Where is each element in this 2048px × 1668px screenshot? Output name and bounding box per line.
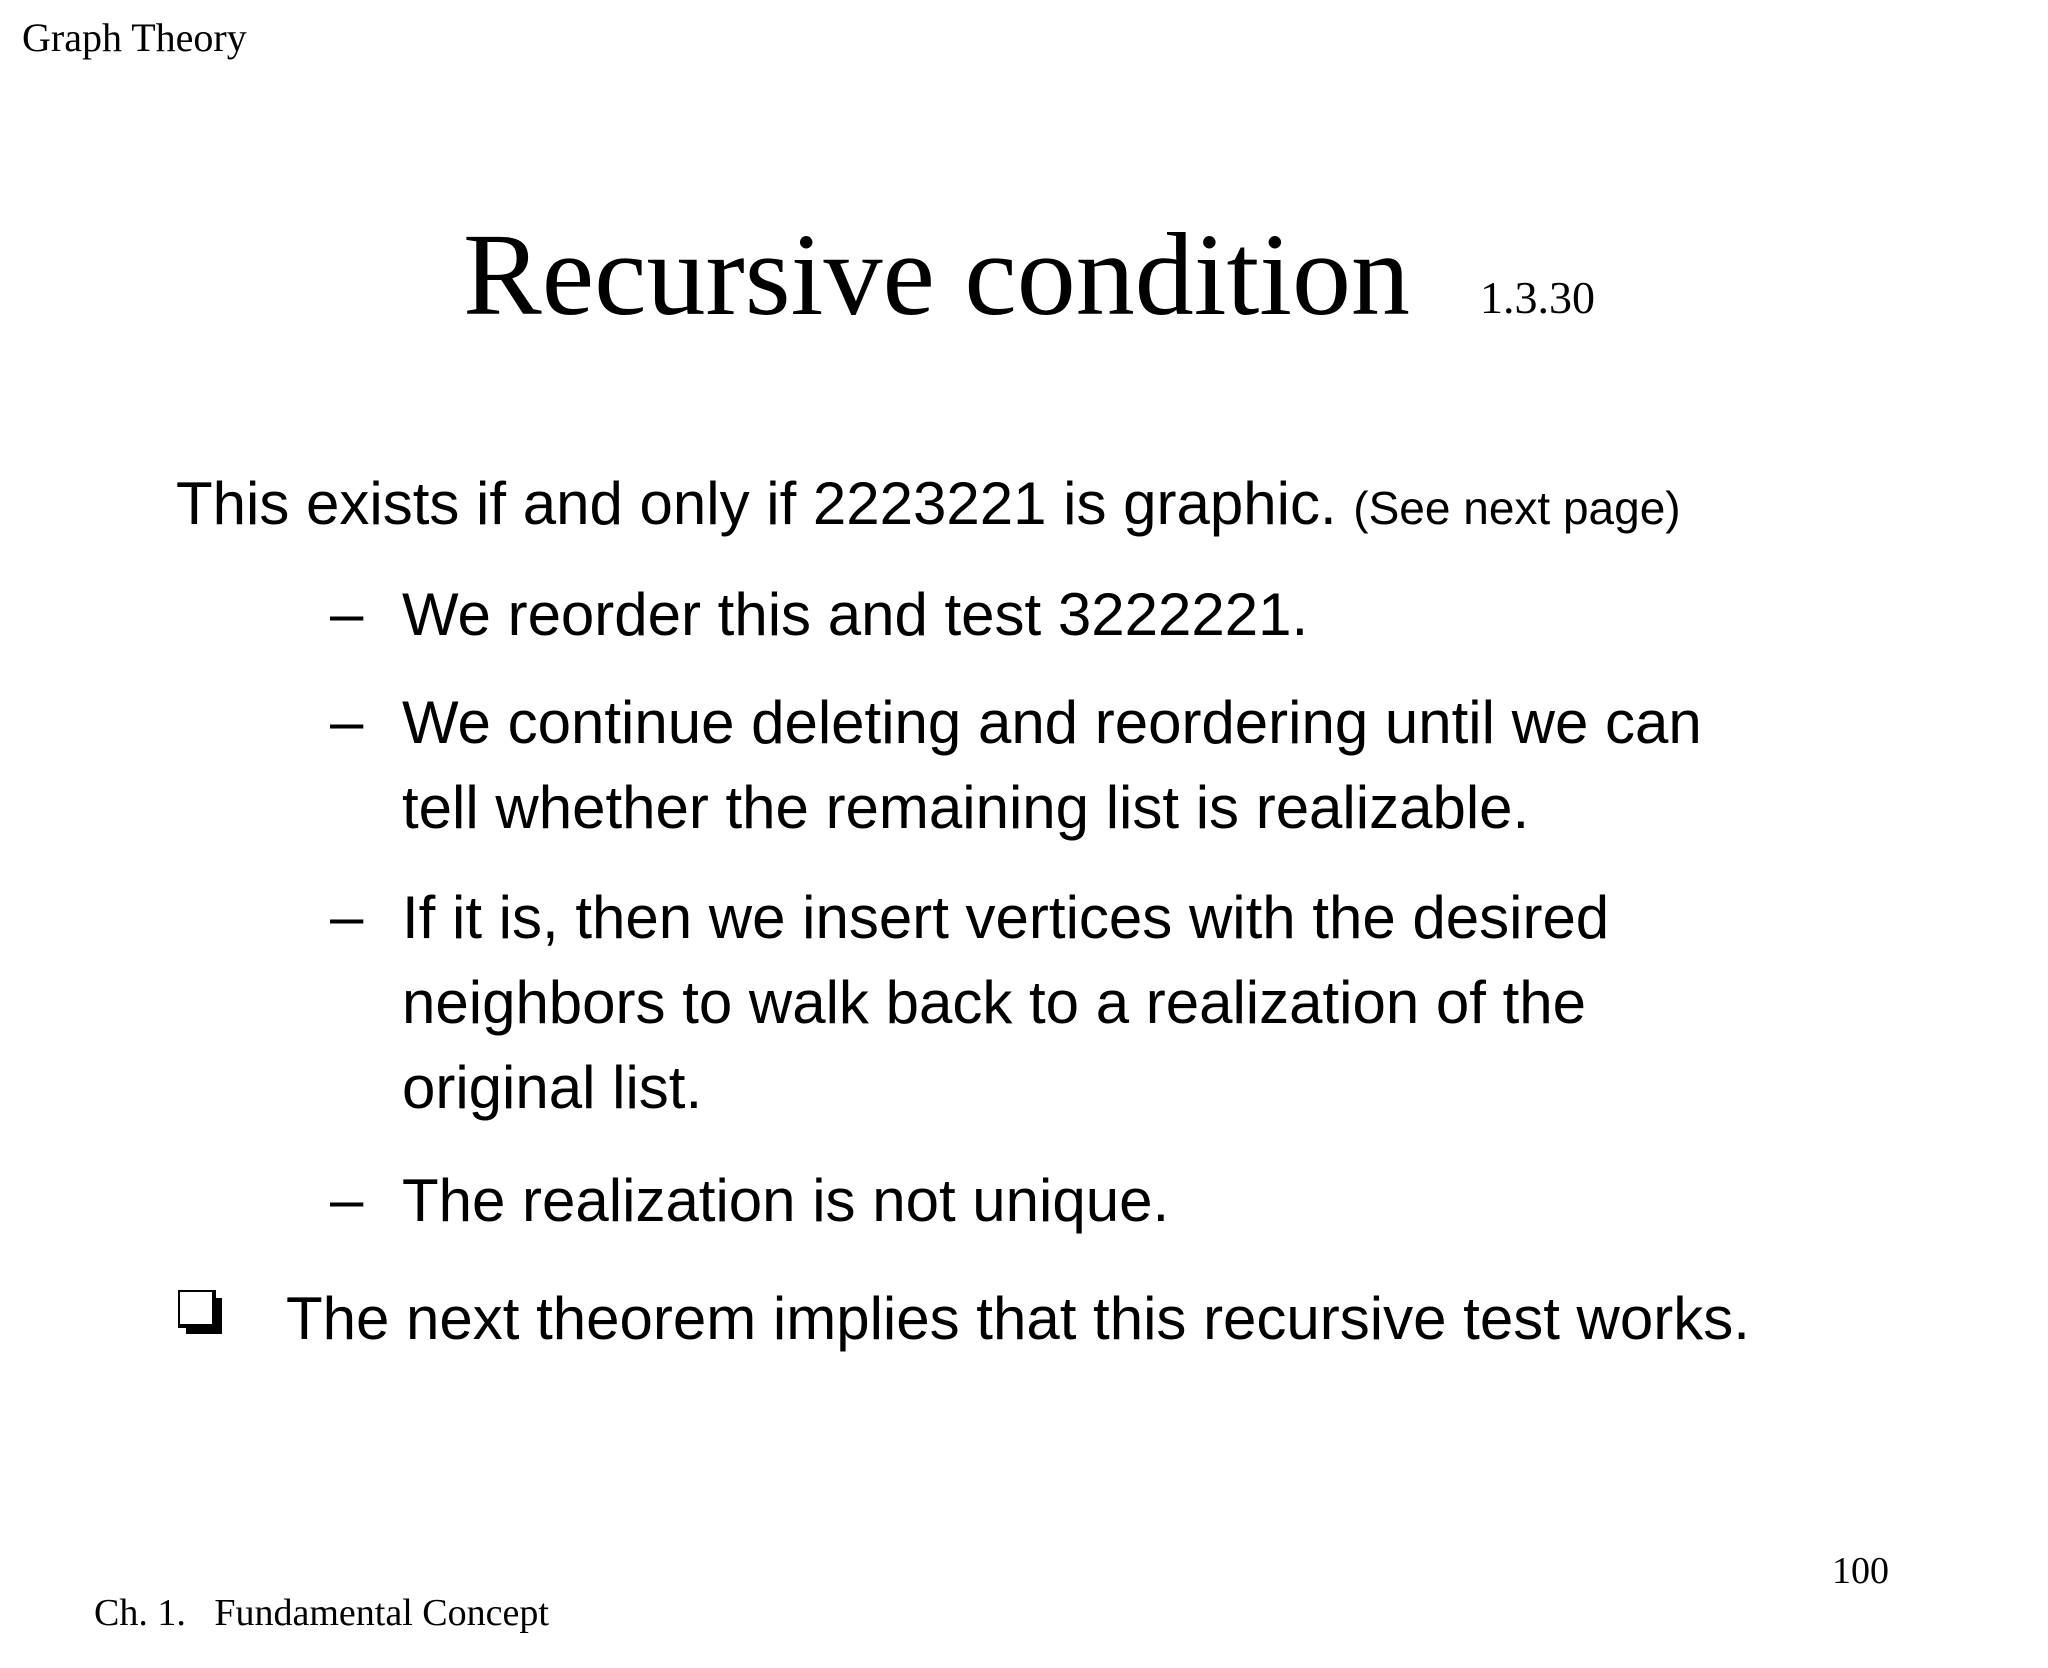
sub-item-line: tell whether the remaining list is realizable. bbox=[402, 774, 1530, 841]
sub-item-2 bbox=[402, 680, 1702, 850]
intro-aside: (See next page) bbox=[1353, 482, 1681, 534]
header-label: Graph Theory bbox=[22, 15, 247, 60]
sub-item-line: original list. bbox=[402, 1054, 703, 1121]
dash-marker: – bbox=[330, 1166, 364, 1233]
dash-marker: – bbox=[330, 580, 364, 647]
sub-item-line: If it is, then we insert vertices with the desired bbox=[402, 884, 1610, 951]
sub-item-line: We reorder this and test 3222221. bbox=[402, 581, 1309, 648]
slide-title bbox=[0, 210, 2048, 340]
sub-item-3 bbox=[402, 875, 1609, 1130]
page-number: 100 bbox=[1832, 1550, 1889, 1592]
intro-statement bbox=[176, 470, 1681, 542]
footer-chapter: Ch. 1. Fundamental Concept bbox=[94, 1592, 549, 1634]
intro-text: This exists if and only if 2223221 is graphic. bbox=[176, 470, 1337, 537]
sub-item-1 bbox=[402, 572, 1308, 657]
title-reference: 1.3.30 bbox=[1480, 272, 1595, 323]
sub-item-line: We continue deleting and reordering until we can bbox=[402, 689, 1702, 756]
checkbox-square-icon bbox=[178, 1290, 222, 1334]
bullet-statement: The next theorem implies that this recursive test works. bbox=[286, 1285, 1750, 1352]
sub-item-4 bbox=[402, 1158, 1169, 1243]
dash-marker: – bbox=[330, 688, 364, 755]
sub-item-line: The realization is not unique. bbox=[402, 1167, 1170, 1234]
title-text: Recursive condition bbox=[463, 209, 1411, 340]
sub-item-line: neighbors to walk back to a realization of the bbox=[402, 969, 1587, 1036]
dash-marker: – bbox=[330, 883, 364, 950]
